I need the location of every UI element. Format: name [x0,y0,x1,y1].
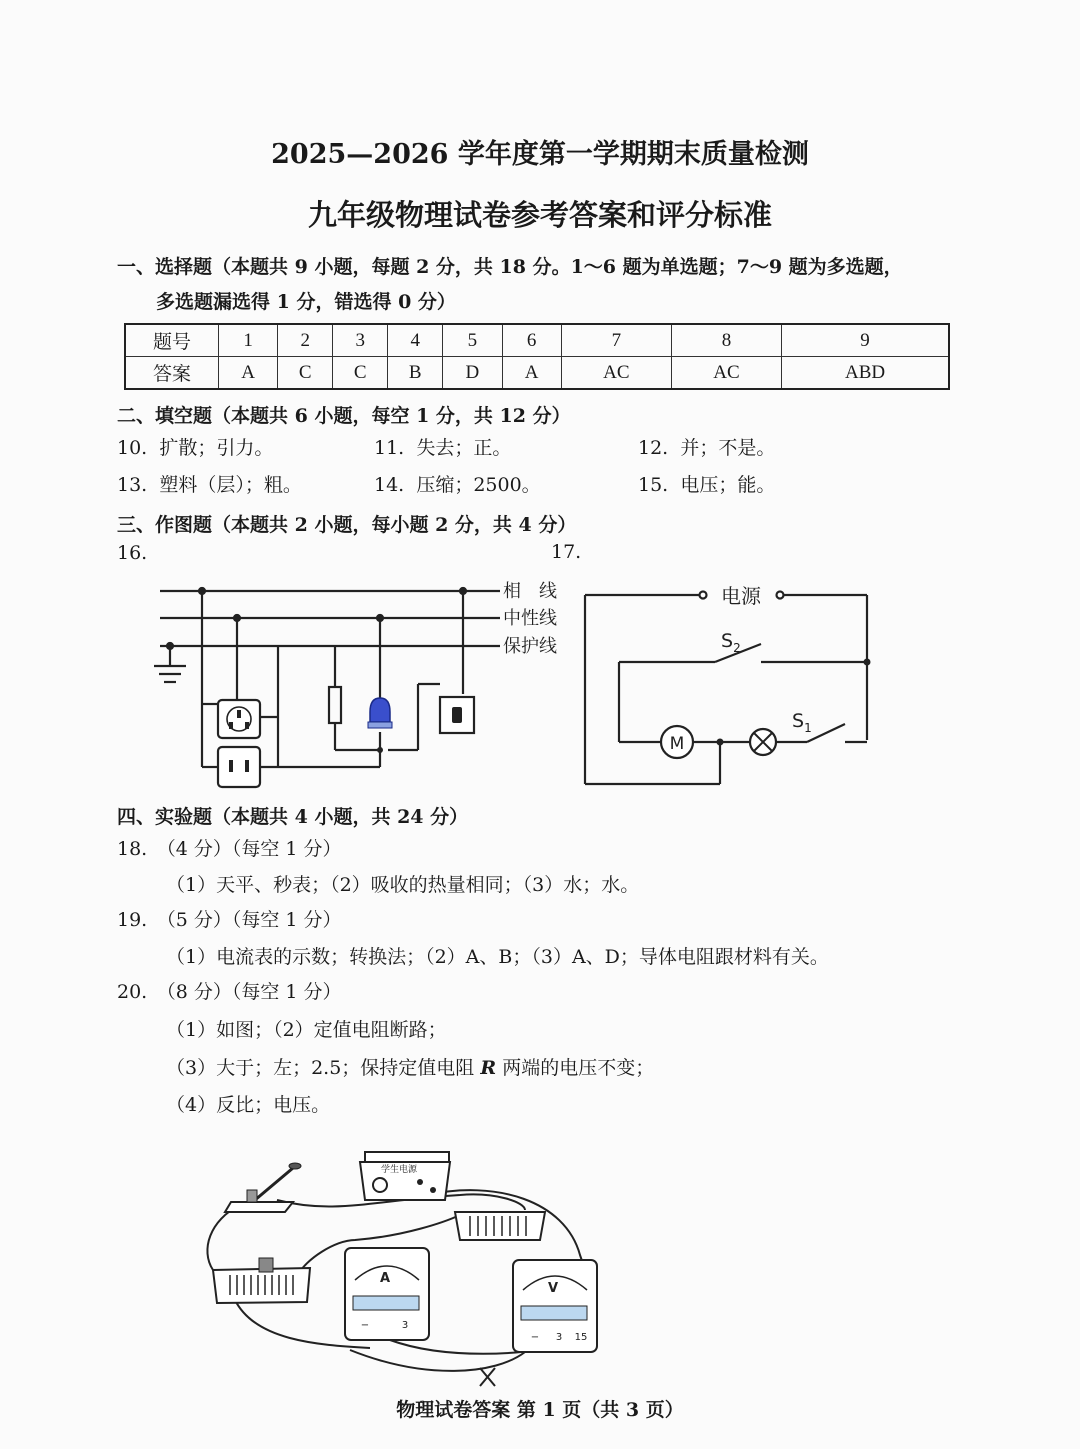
resistor-icon [455,1212,545,1240]
page-title-line1: 2025—2026 学年度第一学期期末质量检测 [271,139,809,170]
svg-text:3: 3 [401,1320,409,1331]
table-cell: 1 [219,324,278,357]
table-cell: 5 [443,324,502,357]
fill-item-12: 12. 并；不是。 [638,437,776,459]
fill-item-11: 11. 失去；正。 [374,437,512,459]
label-live-wire: 相 线 [503,581,557,602]
switch-icon [225,1163,301,1212]
svg-text:−: − [530,1332,540,1343]
table-row-numbers [125,324,949,357]
question-18-answer: （1）天平、秒表；（2）吸收的热量相同；（3）水；水。 [166,874,640,896]
table-cell: 2 [278,324,333,357]
table-cell: ABD [782,357,949,390]
rheostat-icon [213,1258,310,1303]
table-cell: 8 [671,324,781,357]
page-title-line2: 九年级物理试卷参考答案和评分标准 [307,198,772,232]
bulb-icon [368,698,392,728]
voltmeter-icon [513,1260,597,1352]
power-supply-icon [360,1152,450,1200]
table-cell: C [333,357,388,390]
three-pin-socket-icon [218,700,260,738]
section3-heading: 三、作图题（本题共 2 小题，每小题 2 分，共 4 分） [117,514,577,536]
answer-table [124,323,950,390]
motor-label: M [669,734,685,754]
section1-heading-line1: 一、选择题（本题共 9 小题，每题 2 分，共 18 分。1～6 题为单选题；7～9 题为多选题， [117,256,903,278]
question-16-label: 16. [117,542,148,564]
circuit-diagram-17 [575,572,885,792]
power-source-label: 电源 [721,584,761,608]
table-cell: B [388,357,443,390]
fill-item-15: 15. 电压；能。 [638,474,776,496]
switch-s1-label: $S_1$ [792,710,812,735]
table-cell: A [502,357,561,390]
table-row-label: 题号 [125,324,219,357]
table-cell: 6 [502,324,561,357]
svg-text:3: 3 [555,1332,563,1343]
question-19-answer: （1）电流表的示数；转换法；（2）A、B；（3）A、D；导体电阻跟材料有关。 [166,946,829,968]
page-footer: 物理试卷答案 第 1 页（共 3 页） [396,1399,684,1421]
label-neutral-wire: 中性线 [503,608,557,629]
section4-heading: 四、实验题（本题共 4 小题，共 24 分） [117,806,469,828]
question-20-label: 20. （8 分）（每空 1 分） [117,981,342,1003]
fill-item-13: 13. 塑料（层）；粗。 [117,474,302,496]
table-row-label: 答案 [125,357,219,390]
section2-heading: 二、填空题（本题共 6 小题，每空 1 分，共 12 分） [117,405,571,427]
svg-text:−: − [360,1320,370,1331]
table-cell: AC [671,357,781,390]
question-19-label: 19. （5 分）（每空 1 分） [117,909,342,931]
svg-text:V: V [547,1281,559,1296]
fill-item-10: 10. 扩散；引力。 [117,437,274,459]
question-20-answer-2: （3）大于；左；2.5；保持定值电阻 R 两端的电压不变； [166,1057,655,1079]
question-18-label: 18. （4 分）（每空 1 分） [117,838,342,860]
question-17-label: 17. [551,541,582,563]
svg-text:A: A [379,1271,391,1286]
lamp-icon [750,729,776,755]
table-cell: 7 [561,324,671,357]
table-cell: AC [561,357,671,390]
question-20-answer-3: （4）反比；电压。 [166,1094,331,1116]
switch-s2-label: $S_2$ [721,630,741,655]
svg-text:学生电源: 学生电源 [381,1165,418,1175]
table-cell: 9 [782,324,949,357]
ammeter-icon [345,1248,429,1340]
label-ground-wire: 保护线 [503,636,557,657]
table-row-answers [125,357,949,390]
table-cell: 4 [388,324,443,357]
section1-heading-line2: 多选题漏选得 1 分，错选得 0 分） [156,291,456,313]
two-pin-socket-icon [218,747,260,787]
svg-text:15: 15 [574,1332,588,1343]
table-cell: A [219,357,278,390]
apparatus-diagram [195,1140,615,1390]
table-cell: 3 [333,324,388,357]
question-20-answer-1: （1）如图；（2）定值电阻断路； [166,1019,447,1041]
wiring-diagram-16 [140,572,570,802]
fill-item-14: 14. 压缩；2500。 [374,474,541,496]
table-cell: C [278,357,333,390]
table-cell: D [443,357,502,390]
